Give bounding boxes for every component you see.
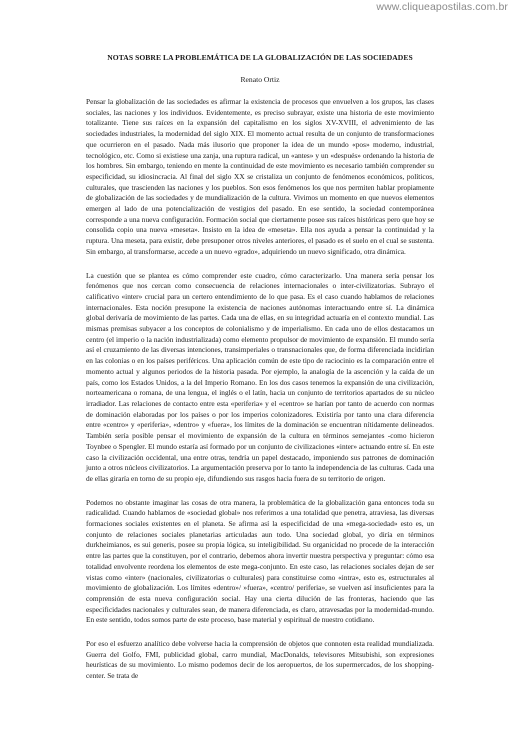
paragraph-4: Por eso el esfuerzo analítico debe volverse hacia la comprensión de objetos que connoten esta realidad mundializada. Guerra del Golfo, FMI, publicidad global, carro mundial, MacDonalds, televisores Mitsubishi, son expresiones heurísticas de su movimiento. Lo mismo podemos decir de los aeropuertos, de los supermercados, de los shopping-center. Se trata de [86, 639, 434, 681]
paragraph-2: La cuestión que se plantea es cómo comprender este cuadro, cómo caracterizarlo. Una manera sería pensar los fenómenos que nos cercan como consecuencia de relaciones internacionales o inter-civilizatorias. Subrayo el calificativo «inter» crucial para un certero entendimiento de lo que pasa. Es el caso cuando hablamos de relaciones internacionales. Esta noción presupone la existencia de naciones autónomas interactuando entre sí. La dinámica global derivaría de movimiento de las partes. Cada una de ellas, en su integridad actuaría en el contexto mundial. Las mismas premisas subyacer a los conceptos de colonialismo y de imperialismo. En cada uno de ellos destacamos un centro (el imperio o la nación industrializada) como elemento propulsor de movimiento de expansión. El mundo sería así el cruzamiento de las diversas intenciones, transimperiales o transnacionales que, de forma diferenciada incidirían en las colonias o en los países periféricos. Una aplicación común de este tipo de raciocinio es la comparación entre el momento actual y algunos periodos de la historia pasada. Por ejemplo, la analogía de la ascención y la caída de un país, como los Estados Unidos, a la del Imperio Romano. En los dos casos tenemos la expansión de una civilización, norteamericana o romana, de una lengua, el inglés o el latín, hacia un conjunto de territorios apartados de su núcleo irradiador. Las relaciones de contacto entre esta «periferia» y el «centro» se harían por tanto de acuerdo con normas de dominación elaboradas por los países o por los imperios colonizadores. Existiría por tanto una clara diferencia entre «centro» y «periferia», «dentro» y «fuera», los límites de la dominación se encuentran nítidamente delineados. También sería posible pensar el movimiento de expansión de la cultura en términos semejantes -como hicieron Toynbee o Spengler. El mundo estaría así formado por un conjunto de civilizaciones «inter» actuando entre sí. En este caso la civilización occidental, una entre otras, tendría un papel destacado, imponiendo sus patrones de dominación junto a otros núcleos civilizatorios. La argumentación preserva por lo tanto la independencia de las culturas. Cada una de ellas giraría en torno de su propio eje, difundiendo sus rasgos hacia fuera de su territorio de origen. [86, 270, 434, 483]
paragraph-1: Pensar la globalización de las sociedades es afirmar la existencia de procesos que envuelven a los grupos, las clases sociales, las naciones y los individuos. Evidentemente, es preciso subrayar, existe una historia de este movimiento totalizante. Tiene sus raíces en la expansión del capitalismo en los siglos XV-XVIII, el advenimiento de las sociedades industriales, la modernidad del siglo XIX. El momento actual resulta de un conjunto de transformaciones que ocurrieron en el pasado. Nada más ilusorio que proponer la idea de un mundo «pos» moderno, industrial, tecnológico, etc. Como si existiese una zanja, una ruptura radical, un «antes» y un «después» ordenando la historia de los hombres. Sin embargo, teniendo en mente la continuidad de este movimiento es necesario también comprender su especificidad, su idiosincracia. Al final del siglo XX se cristaliza un conjunto de fenómenos económicos, políticos, culturales, que trascienden las naciones y los pueblos. Son esos fenómenos los que nos permiten hablar propiamente de globalización de las sociedades y de mundialización de la cultura. Vivimos un momento en que nuevos elementos emergen al lado de una potencialización de vestigios del pasado. En ese sentido, la sociedad contemporánea corresponde a una nueva configuración. Formación social que ciertamente posee sus raíces históricas pero que hoy se consolida copio una nueva «meseta». Insisto en la idea de «meseta». Ella nos ayuda a pensar la continuidad y la ruptura. Una meseta, para existir, debe presuponer otros niveles anteriores, el pasado es el suelo en el cual se sustenta. Sin embargo, al transformarse, accede a un nuevo «grado», adquiriendo un nuevo significado, otra dinámica. [86, 97, 434, 256]
document-title: NOTAS SOBRE LA PROBLEMÁTICA DE LA GLOBALIZACIÓN DE LAS SOCIEDADES [107, 53, 413, 62]
document-body [86, 53, 434, 695]
paragraph-3: Podemos no obstante imaginar las cosas de otra manera, la problemática de la globalización gana entonces toda su radicalidad. Cuando hablamos de «sociedad global» nos referimos a una totalidad que penetra, atraviesa, las diversas formaciones sociales existentes en el planeta. Se afirma así la especificidad de una «mega-sociedad» esto es, un conjunto de relaciones sociales planetarias articuladas aun todo. Una sociedad global, yo diría en términos durkheimianos, es sui generis, posee su propia lógica, su inteligibilidad. Su organicidad no procede de la interacción entre las partes que la constituyen, por el contrario, debemos ahora invertir nuestra perspectiva y preguntar: cómo esa totalidad envolvente reordena los elementos de este mega-conjunto. En este caso, las relaciones sociales dejan de ser vistas como «inter» (nacionales, civilizatorias o culturales) para constituirse como «intra», esto es, estructurales al movimiento de globalización. Los límites «dentro»/ »fuera», «centro/ periferia», se vuelven así insuficientes para la comprensión de esta nueva configuración social. Hay una cierta dilución de las fronteras, haciendo que las especificidades nacionales y culturales sean, de manera diferenciada, es claro, atravesadas por la modernidad-mundo. En este sentido, todos somos parte de este proceso, base material y espiritual de nuestro cotidiano. [86, 497, 434, 625]
document-author: Renato Ortiz [240, 75, 280, 84]
source-watermark-url: www.cliqueapostilas.com.br [376, 1, 508, 13]
